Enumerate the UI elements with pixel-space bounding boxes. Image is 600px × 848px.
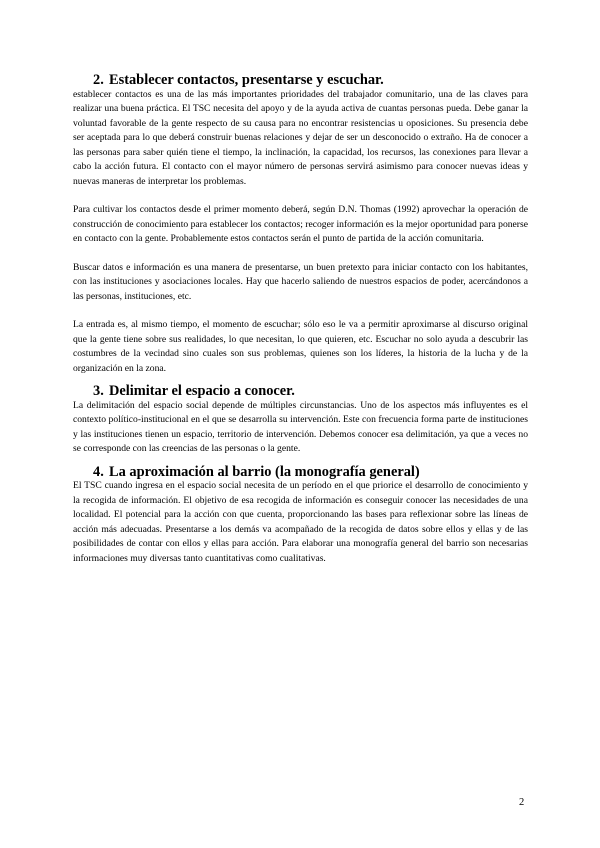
paragraph: Para cultivar los contactos desde el primer momento deberá, según D.N. Thomas (1992) aprovechar la operación de construcción de conocimiento para establecer los contactos; recoger información es la mejor oportunidad para ponerse en contacto con la gente. Probablemente estos contactos serán el punto de partida de la acción comunitaria. bbox=[73, 204, 528, 244]
section-title: Delimitar el espacio a conocer. bbox=[109, 383, 295, 399]
section-number: 2. bbox=[93, 72, 104, 88]
paragraph: establecer contactos es una de las más importantes prioridades del trabajador comunitario, una de las claves para realizar una buena práctica. El TSC necesita del apoyo y de la ayuda activa de cuantas personas pueda. Debe ganar la voluntad favorable de la gente respecto de su causa para no encontrar resistencias u oposiciones. Su presencia debe ser aceptada para lo que deberá construir buenas relaciones y dejar de ser un desconocido o extraño. Ha de conocer a las personas para saber quién tiene el tiempo, la inclinación, la capacidad, los recursos, las conexiones para llevar a cabo la acción futura. El contacto con el mayor número de personas servirá asimismo para conocer nuevas ideas y nuevas maneras de interpretar los problemas. bbox=[73, 88, 528, 187]
paragraph: Buscar datos e información es una manera de presentarse, un buen pretexto para iniciar contacto con los habitantes, con las instituciones y asociaciones locales. Hay que hacerlo saliendo de nuestros espacios de poder, acercándonos a las personas, instituciones, etc. bbox=[73, 261, 528, 302]
paragraph: La entrada es, al mismo tiempo, el momento de escuchar; sólo eso le va a permitir aproximarse al discurso original que la gente tiene sobre sus realidades, lo que necesitan, lo que quieren, etc. Escuchar no solo ayuda a descubrir las costumbres de la vecindad sino cuales son sus problemas, quienes son los líderes, la historia de la lucha y de la organización en la zona. bbox=[73, 319, 528, 374]
section-heading bbox=[73, 73, 528, 88]
paragraph: El TSC cuando ingresa en el espacio social necesita de un período en el que priorice el desarrollo de conocimiento y la recogida de información. El objetivo de esa recogida de información es conseguir conocer las necesidades de una localidad. El potencial para la acción con que cuenta, proporcionando las bases para reflexionar sobre las líneas de acción más adecuadas. Presentarse a los demás va acompañado de la recogida de datos sobre ellos y ellas y de las posibilidades de contar con ellos y ellas para acción. Para elaborar una monografía general del barrio son necesarias informaciones muy diversas tanto cuantitativas como cualitativas. bbox=[73, 480, 528, 564]
section-number: 4. bbox=[93, 463, 104, 480]
section-number: 3. bbox=[93, 383, 104, 399]
section-title: La aproximación al barrio (la monografía general) bbox=[109, 463, 420, 480]
section-heading bbox=[73, 465, 528, 480]
section-heading bbox=[73, 384, 528, 399]
document-body bbox=[73, 73, 528, 566]
page-number: 2 bbox=[519, 797, 525, 808]
paragraph: La delimitación del espacio social depende de múltiples circunstancias. Uno de los aspectos más influyentes es el contexto político-institucional en el que se desarrolla su intervención. Este con frecuencia forma parte de instituciones y las instituciones tienen un espacio, territorio de intervención. Debemos conocer esa delimitación, ya que a veces no se corresponde con las creencias de las personas o la gente. bbox=[73, 399, 528, 454]
section-title: Establecer contactos, presentarse y escuchar. bbox=[109, 72, 384, 88]
